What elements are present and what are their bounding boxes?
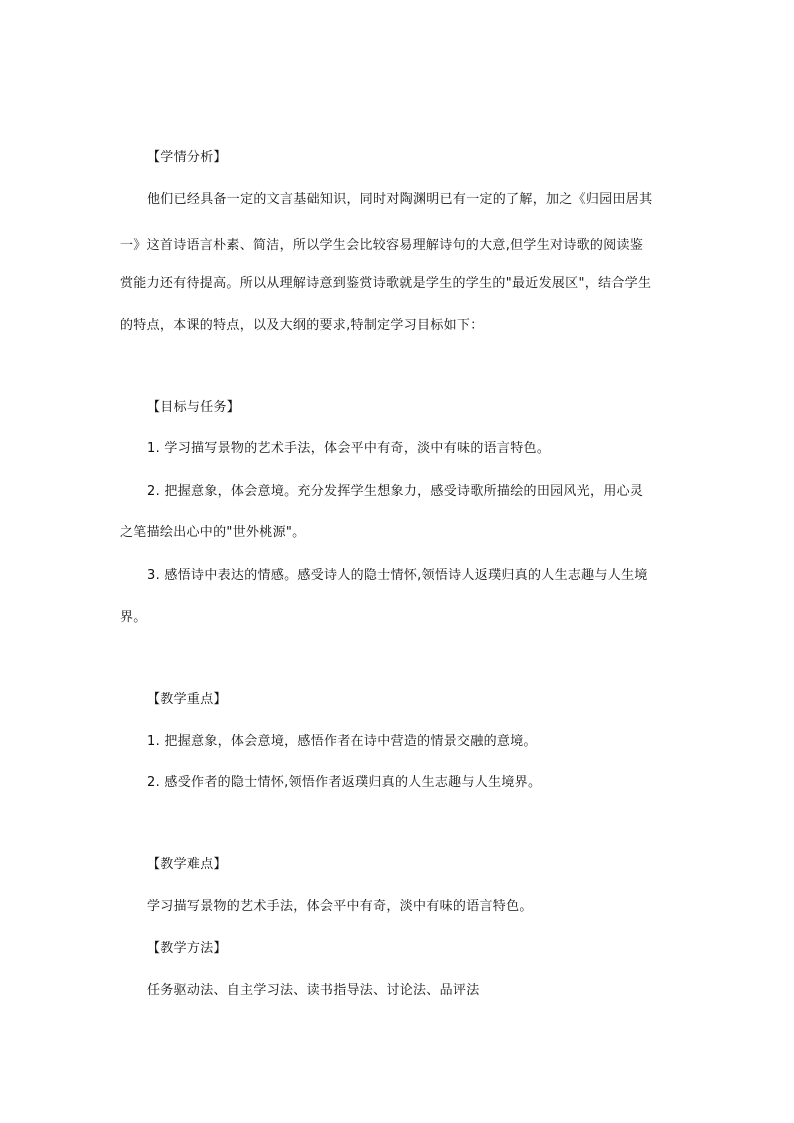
paragraph-line: 一》这首诗语言朴素、简洁，所以学生会比较容易理解诗句的大意,但学生对诗歌的阅读鉴 [120,238,644,253]
paragraph-line: 学习描写景物的艺术手法，体会平中有奇，淡中有味的语言特色。 [147,899,533,914]
list-item-continuation: 之笔描绘出心中的"世外桃源"。 [120,525,306,540]
paragraph-line: 他们已经具备一定的文言基础知识，同时对陶渊明已有一定的了解，加之《归园田居其 [147,192,653,207]
list-item: 1. 学习描写景物的艺术手法，体会平中有奇，淡中有味的语言特色。 [147,441,551,456]
heading-key-points: 【教学重点】 [147,692,227,707]
heading-difficulties: 【教学难点】 [147,857,227,872]
heading-methods: 【教学方法】 [147,941,227,956]
list-item: 3. 感悟诗中表达的情感。感受诗人的隐士情怀,领悟诗人返璞归真的人生志趣与人生境 [147,568,648,583]
paragraph-line: 赏能力还有待提高。所以从理解诗意到鉴赏诗歌就是学生的学生的"最近发展区"，结合学生 [120,276,652,291]
list-item: 2. 把握意象，体会意境。充分发挥学生想象力，感受诗歌所描绘的田园风光，用心灵 [147,484,644,499]
heading-goals: 【目标与任务】 [147,400,241,415]
heading-learner-analysis: 【学情分析】 [147,150,227,165]
list-item: 2. 感受作者的隐士情怀,领悟作者返璞归真的人生志趣与人生境界。 [147,775,542,790]
paragraph-line: 的特点，本课的特点，以及大纲的要求,特制定学习目标如下： [120,318,484,333]
paragraph-line: 任务驱动法、自主学习法、读书指导法、讨论法、品评法 [147,983,480,998]
list-item-continuation: 界。 [120,610,147,625]
list-item: 1. 把握意象，体会意境，感悟作者在诗中营造的情景交融的意境。 [147,734,537,749]
